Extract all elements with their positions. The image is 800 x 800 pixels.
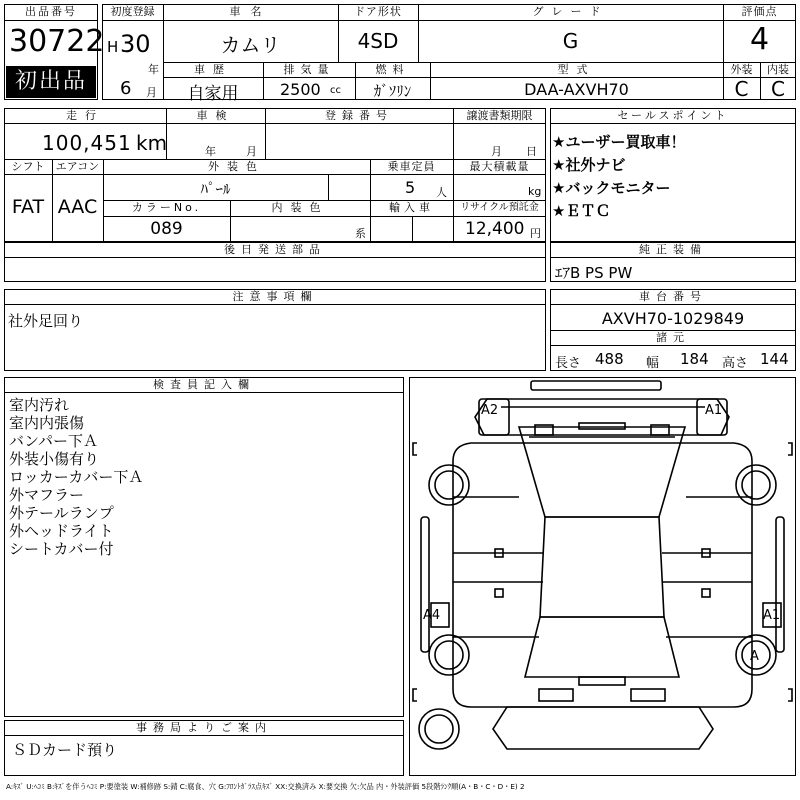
inspector-line: 外テールランプ xyxy=(9,504,114,522)
sales-point-item: ★社外ナビ xyxy=(552,156,626,174)
displacement-label: 排気量 xyxy=(283,63,335,76)
notes-value: 社外足回り xyxy=(8,312,84,330)
grade-value: G xyxy=(562,29,579,53)
inspector-line: ロッカーカバー下Ａ xyxy=(9,468,144,486)
notes-label: 注意事項欄 xyxy=(232,290,318,303)
inspection-label: 車検 xyxy=(196,109,235,122)
displacement-value: 2500 xyxy=(280,80,321,99)
inspector-lines xyxy=(9,396,143,558)
interior-label: 内装 xyxy=(767,63,789,76)
dimensions-label: 諸元 xyxy=(656,331,690,344)
inspector-line: 室内内張傷 xyxy=(9,414,85,432)
int-color-unit: 系 xyxy=(355,227,366,240)
inspector-line: 外ヘッドライト xyxy=(9,522,114,540)
era-letter: H xyxy=(107,38,119,56)
fuel-value: ｶﾞｿﾘﾝ xyxy=(373,82,412,100)
first-listing-badge: 初出品 xyxy=(6,66,96,98)
office-value: ＳＤカード預り xyxy=(12,741,118,759)
inspection-year-unit: 年 xyxy=(205,145,216,158)
inspector-line: バンパー下Ａ xyxy=(9,432,98,450)
max-load-label: 最大積載量 xyxy=(469,160,530,173)
history-value: 自家用 xyxy=(187,84,239,104)
aircon-label: エアコン xyxy=(55,160,100,173)
first-reg-year: 30 xyxy=(120,30,151,58)
car-diagram xyxy=(409,377,796,776)
chassis-value: AXVH70-1029849 xyxy=(601,309,745,328)
score-label: 評価点 xyxy=(741,5,778,18)
car-name: カムリ xyxy=(220,33,281,57)
recycle-label: リサイクル預託金 xyxy=(460,202,539,213)
damage-mark-a4: A4 xyxy=(423,608,441,623)
ext-color-label: 外装色 xyxy=(208,160,265,173)
later-parts-label: 後日発送部品 xyxy=(224,243,326,256)
damage-mark-a1-front: A1 xyxy=(705,403,723,418)
capacity-unit: 人 xyxy=(436,186,447,199)
width-value: 184 xyxy=(680,350,709,368)
inspector-label: 検査員記入欄 xyxy=(153,378,255,391)
lot-number: 30722 xyxy=(9,24,105,59)
first-reg-month-unit: 月 xyxy=(146,86,157,99)
reg-number-label: 登録番号 xyxy=(325,109,393,122)
sales-points-label: セールスポイント xyxy=(617,109,729,122)
shift-value: FAT xyxy=(11,196,45,218)
recycle-unit: 円 xyxy=(530,227,541,240)
door-type: 4SD xyxy=(357,29,399,53)
capacity-label: 乗車定員 xyxy=(387,160,436,173)
import-label: 輸入車 xyxy=(389,201,434,214)
fuel-label: 燃料 xyxy=(375,63,410,76)
aircon-value: AAC xyxy=(57,196,98,218)
office-label: 事務局よりご案内 xyxy=(136,721,272,734)
car-name-label: 車名 xyxy=(229,5,272,18)
score-value: 4 xyxy=(749,22,770,57)
first-reg-month: 6 xyxy=(120,78,132,99)
inspection-month-unit: 月 xyxy=(246,145,257,158)
history-label: 車歴 xyxy=(194,63,232,76)
first-reg-year-unit: 年 xyxy=(148,63,159,76)
exterior-label: 外装 xyxy=(730,63,753,76)
height-label: 高さ xyxy=(722,356,749,371)
legend: A:ｷｽﾞ U:ﾍｺﾐ B:ｷｽﾞを伴うﾍｺﾐ P:要塗装 W:補修跡 S:錆 C:腐食、穴 G:ﾌﾛﾝﾄｶﾞﾗｽ点ｷｽﾞ XX:交換済み X:要交換 欠:欠品 内・外装評価 5段階ﾗﾝｸ順(A・B・C・D・E) 2 xyxy=(6,782,525,791)
lot-label: 出品番号 xyxy=(25,5,77,18)
sales-point-item: ★バックモニター xyxy=(552,179,671,197)
width-label: 幅 xyxy=(646,356,660,371)
transfer-month-unit: 月 xyxy=(491,145,502,158)
color-no-value: 089 xyxy=(150,219,183,239)
transfer-day-unit: 日 xyxy=(526,145,537,158)
model-value: DAA-AXVH70 xyxy=(524,80,629,99)
int-color-label: 内装色 xyxy=(271,201,329,214)
first-reg-label: 初度登録 xyxy=(110,5,155,18)
mileage-unit: km xyxy=(136,131,168,155)
sales-point-item: ★ユーザー買取車！ xyxy=(552,133,686,151)
length-label: 長さ xyxy=(555,356,582,371)
inspector-line: 室内汚れ xyxy=(9,396,70,414)
length-value: 488 xyxy=(595,350,624,368)
mileage-label: 走行 xyxy=(66,109,104,122)
capacity-value: 5 xyxy=(405,178,416,197)
damage-mark-a1-rear: A1 xyxy=(763,608,781,623)
genuine-value: ｴｱB PS PW xyxy=(555,264,633,282)
grade-label: グレード xyxy=(532,5,609,18)
ext-color-value: ﾊﾟｰﾙ xyxy=(200,180,231,198)
exterior-value: C xyxy=(734,77,749,101)
inspector-line: 外マフラー xyxy=(9,486,85,504)
displacement-unit: cc xyxy=(330,85,341,96)
shift-label: シフト xyxy=(11,160,45,173)
color-no-label: カラーNo. xyxy=(131,201,202,214)
transfer-label: 譲渡書類期限 xyxy=(466,109,533,122)
damage-mark-a2: A2 xyxy=(481,403,499,418)
model-label: 型式 xyxy=(557,63,596,76)
max-load-unit: kg xyxy=(528,185,542,198)
damage-mark-a: A xyxy=(750,649,759,664)
inspector-line: シートカバー付 xyxy=(9,540,114,558)
inspector-line: 外装小傷有り xyxy=(9,450,100,468)
recycle-value: 12,400 xyxy=(465,219,525,239)
sales-points-list xyxy=(552,131,685,223)
height-value: 144 xyxy=(760,350,789,368)
interior-value: C xyxy=(771,77,785,101)
genuine-label: 純正装備 xyxy=(639,243,707,256)
door-label: ドア形状 xyxy=(354,5,402,18)
mileage-value: 100,451 xyxy=(42,131,132,155)
chassis-label: 車台番号 xyxy=(639,290,707,303)
sales-point-item: ★ＥＴＣ xyxy=(552,202,611,220)
